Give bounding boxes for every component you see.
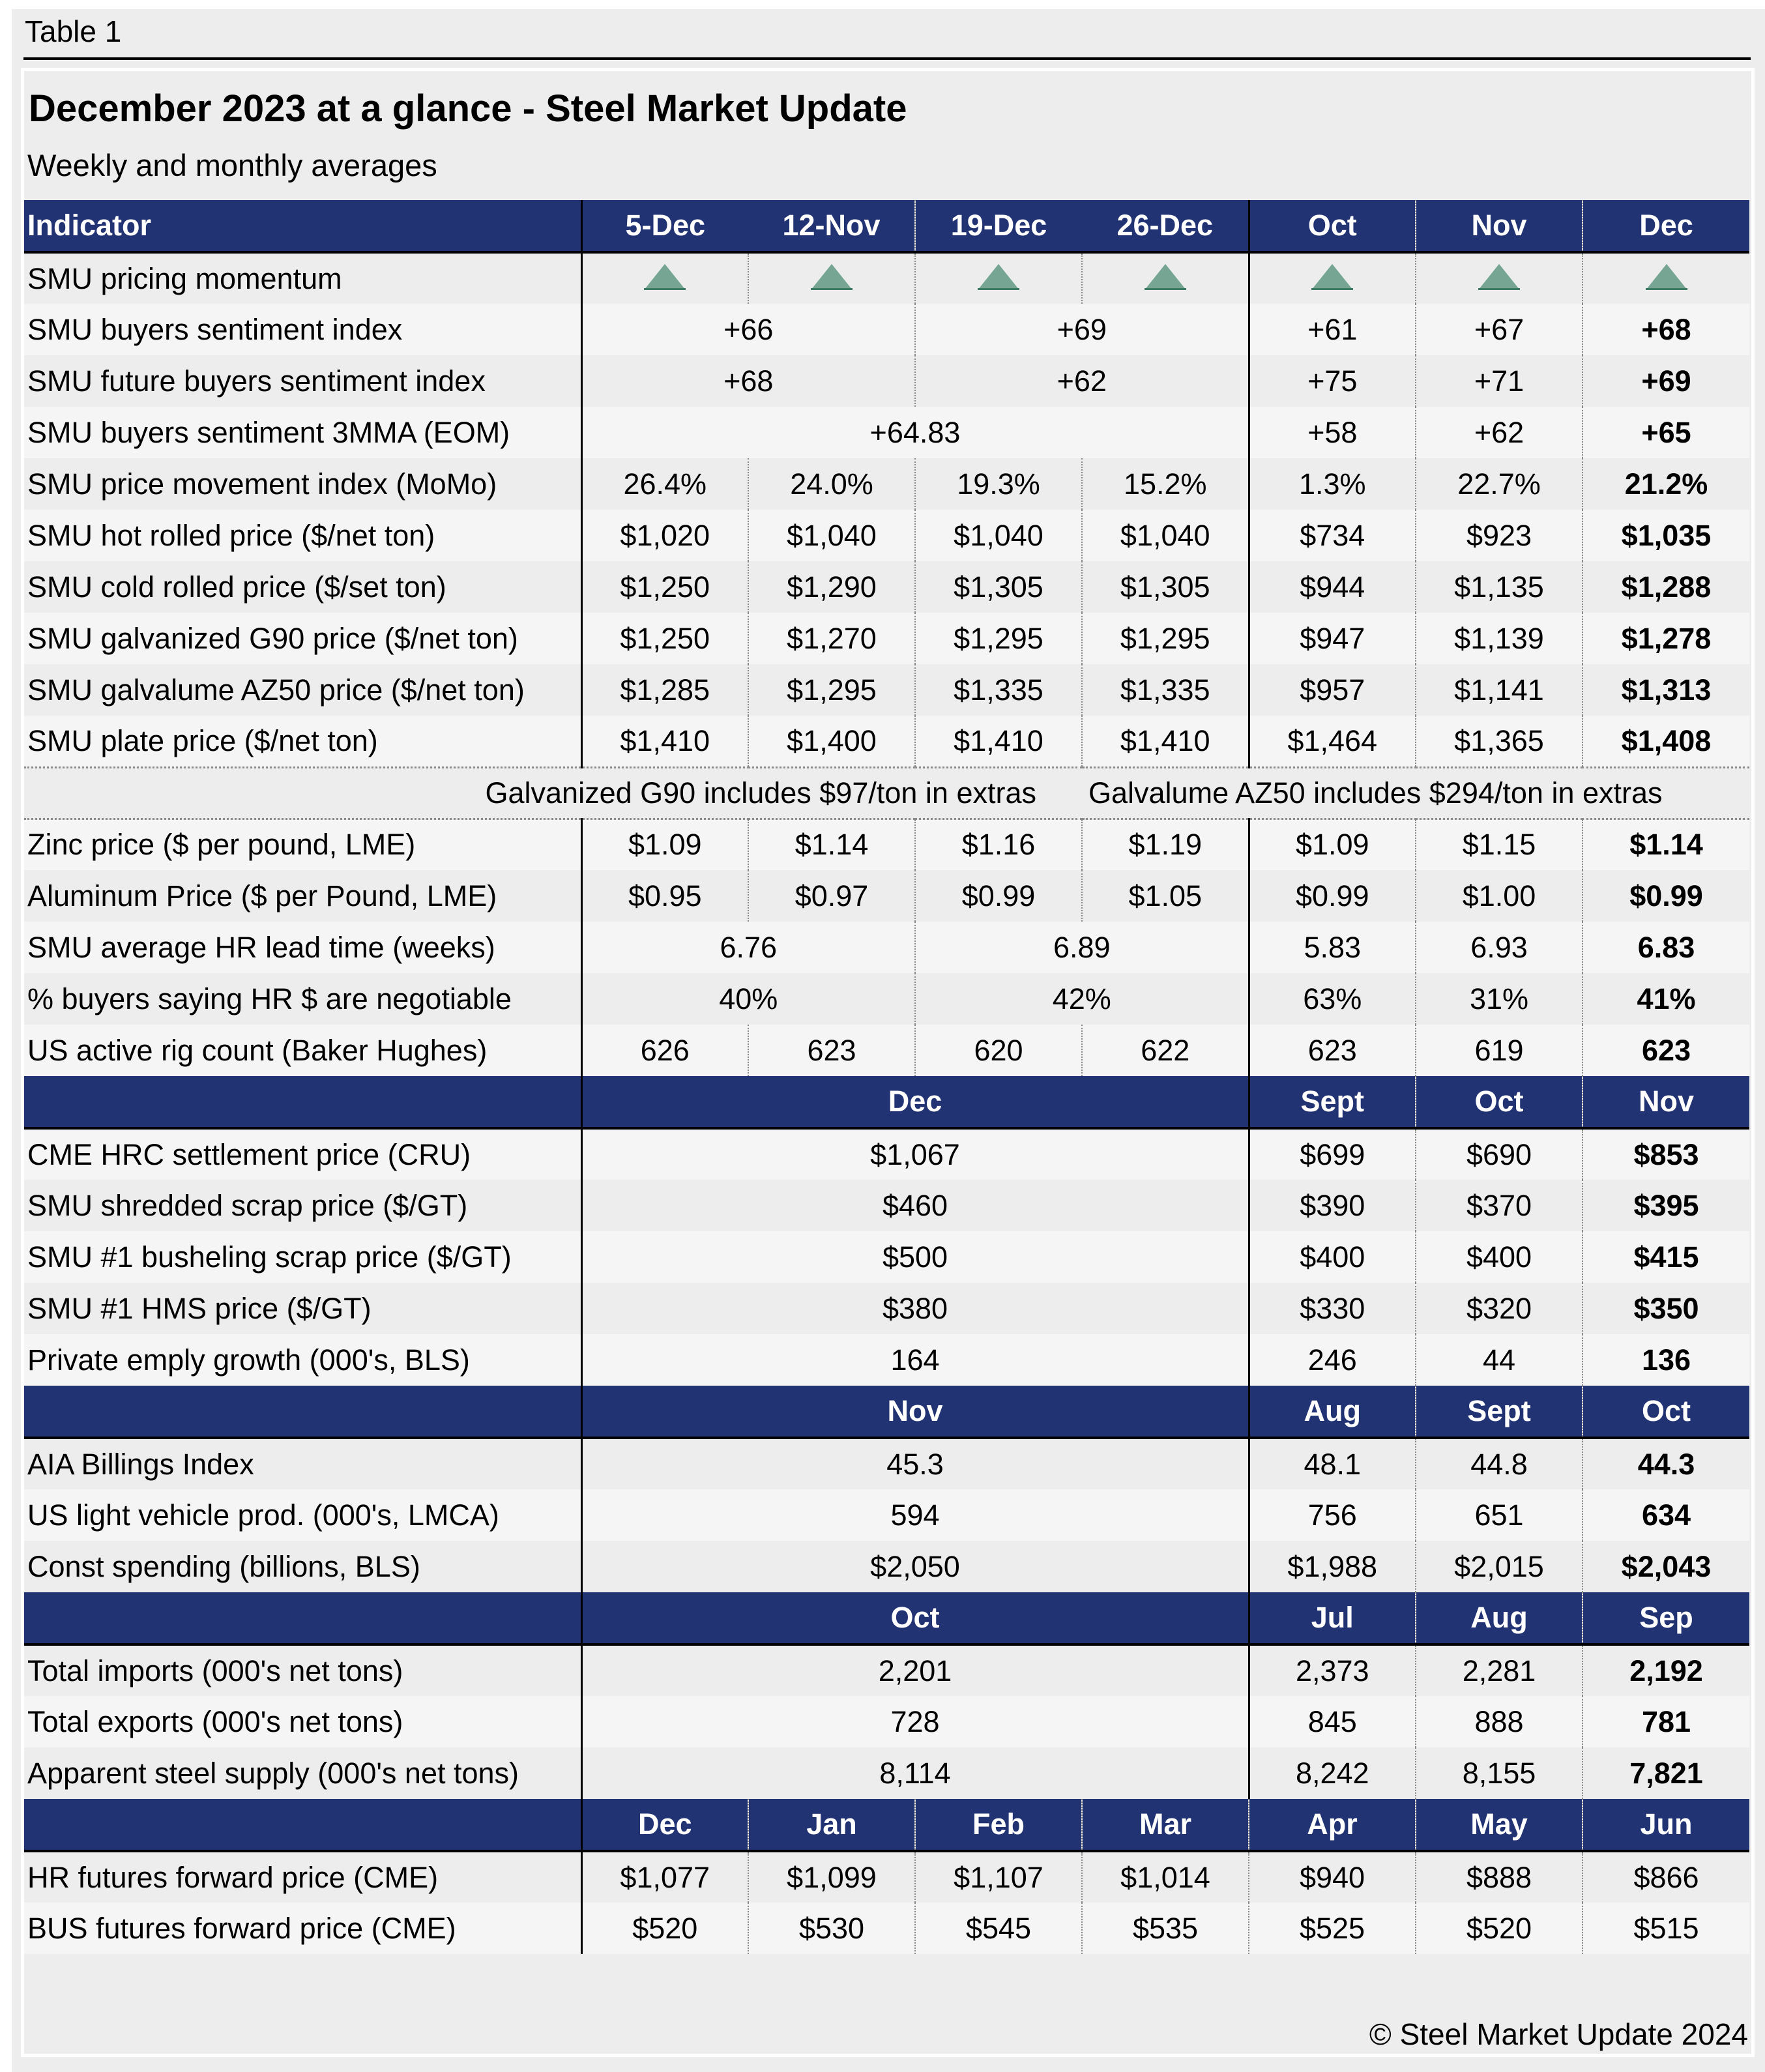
cell: 1.3%: [1249, 458, 1416, 510]
cell: $1,305: [1082, 561, 1249, 613]
cell: 620: [915, 1025, 1082, 1076]
cell: $1,408: [1583, 716, 1749, 767]
cell: +61: [1249, 304, 1416, 355]
cell: 5.83: [1249, 922, 1416, 973]
cell: 48.1: [1249, 1438, 1416, 1489]
cell: $1.09: [1249, 819, 1416, 870]
table-row: [24, 973, 1749, 1025]
cell: 634: [1583, 1489, 1749, 1541]
cell: $1,410: [581, 716, 748, 767]
column-header: Mar: [1082, 1799, 1249, 1851]
up-triangle-icon: [1311, 264, 1353, 290]
cell: $1,410: [915, 716, 1082, 767]
cell: $1,141: [1416, 664, 1583, 716]
futures-header-row: [24, 1799, 1749, 1851]
cell: $1,107: [915, 1851, 1082, 1903]
row-label: Const spending (billions, BLS): [24, 1541, 581, 1592]
cell: 63%: [1249, 973, 1416, 1025]
cell: 44.3: [1583, 1438, 1749, 1489]
cell: 2,192: [1583, 1644, 1749, 1696]
column-header: Sept: [1416, 1386, 1583, 1438]
page-title: December 2023 at a glance - Steel Market Update: [29, 87, 907, 130]
cell: 623: [1583, 1025, 1749, 1076]
row-label: Apparent steel supply (000's net tons): [24, 1747, 581, 1799]
table-row: [24, 1903, 1749, 1954]
table-row: [24, 1644, 1749, 1696]
momentum-cell: [1082, 252, 1249, 304]
column-header: Aug: [1249, 1386, 1416, 1438]
row-label: SMU price movement index (MoMo): [24, 458, 581, 510]
cell: $1,313: [1583, 664, 1749, 716]
section-2: [24, 1076, 1749, 1386]
cell: $1.15: [1416, 819, 1583, 870]
cell: $1,988: [1249, 1541, 1416, 1592]
column-header: 5-Dec: [581, 200, 748, 252]
table-row: [24, 355, 1749, 407]
row-label: AIA Billings Index: [24, 1438, 581, 1489]
table-row: [24, 252, 1749, 304]
cell: $1,040: [1082, 510, 1249, 561]
cell: $690: [1416, 1128, 1583, 1180]
cell: $1,040: [915, 510, 1082, 561]
up-triangle-icon: [978, 264, 1019, 290]
column-header: Sep: [1583, 1592, 1749, 1644]
cell: 756: [1249, 1489, 1416, 1541]
cell: 15.2%: [1082, 458, 1249, 510]
cell: 7,821: [1583, 1747, 1749, 1799]
cell: 41%: [1583, 973, 1749, 1025]
table-row: [24, 304, 1749, 355]
cell: +69: [915, 304, 1249, 355]
cell: +67: [1416, 304, 1583, 355]
cell: 2,281: [1416, 1644, 1583, 1696]
cell: $1,335: [915, 664, 1082, 716]
cell: $0.99: [1249, 870, 1416, 922]
row-label: BUS futures forward price (CME): [24, 1903, 581, 1954]
table-row: [24, 1696, 1749, 1747]
page-subtitle: Weekly and monthly averages: [27, 148, 437, 182]
row-label: HR futures forward price (CME): [24, 1851, 581, 1903]
column-header: Oct: [1249, 200, 1416, 252]
section-4: [24, 1592, 1749, 1799]
cell: 2,201: [581, 1644, 1249, 1696]
up-triangle-icon: [1478, 264, 1520, 290]
table-row: [24, 664, 1749, 716]
row-label: SMU plate price ($/net ton): [24, 716, 581, 767]
up-triangle-icon: [1145, 264, 1186, 290]
column-header: Jan: [748, 1799, 915, 1851]
cell: $2,050: [581, 1541, 1249, 1592]
row-label: Private emply growth (000's, BLS): [24, 1334, 581, 1386]
cell: $0.99: [1583, 870, 1749, 922]
cell: $957: [1249, 664, 1416, 716]
row-label: SMU shredded scrap price ($/GT): [24, 1180, 581, 1231]
cell: 619: [1416, 1025, 1583, 1076]
cell: 2,373: [1249, 1644, 1416, 1696]
table-row: [24, 716, 1749, 767]
table-row: [24, 561, 1749, 613]
futures-rows: [24, 1851, 1749, 1954]
cell: $520: [581, 1903, 748, 1954]
row-label: SMU galvalume AZ50 price ($/net ton): [24, 664, 581, 716]
column-header: Oct: [581, 1592, 1249, 1644]
momentum-cell: [1416, 252, 1583, 304]
cell: $1.16: [915, 819, 1082, 870]
cell: $1,305: [915, 561, 1082, 613]
cell: $947: [1249, 613, 1416, 664]
cell: $1,020: [581, 510, 748, 561]
cell: 6.89: [915, 922, 1249, 973]
cell: +75: [1249, 355, 1416, 407]
row-label: Zinc price ($ per pound, LME): [24, 819, 581, 870]
table-row: [24, 819, 1749, 870]
cell: $866: [1583, 1851, 1749, 1903]
momentum-cell: [915, 252, 1082, 304]
column-header: Aug: [1416, 1592, 1583, 1644]
momentum-cell: [748, 252, 915, 304]
cell: 6.76: [581, 922, 915, 973]
cell: $1,014: [1082, 1851, 1249, 1903]
cell: 136: [1583, 1334, 1749, 1386]
momentum-cell: [1249, 252, 1416, 304]
table-row: [24, 1180, 1749, 1231]
cell: $530: [748, 1903, 915, 1954]
caption-divider: [23, 57, 1751, 60]
galvalume-extras-note: Galvalume AZ50 includes $294/ton in extras: [1082, 767, 1749, 819]
cell: $1.00: [1416, 870, 1583, 922]
table-row: [24, 1438, 1749, 1489]
cell: $460: [581, 1180, 1249, 1231]
cell: $1,278: [1583, 613, 1749, 664]
table-row: [24, 1128, 1749, 1180]
cell: $923: [1416, 510, 1583, 561]
cell: +58: [1249, 407, 1416, 458]
cell: $940: [1249, 1851, 1416, 1903]
cell: +64.83: [581, 407, 1249, 458]
row-label: CME HRC settlement price (CRU): [24, 1128, 581, 1180]
cell: $370: [1416, 1180, 1583, 1231]
cell: $1,250: [581, 613, 748, 664]
column-header: Dec: [581, 1799, 748, 1851]
cell: 622: [1082, 1025, 1249, 1076]
column-header: Oct: [1583, 1386, 1749, 1438]
table-header-row: [24, 200, 1749, 252]
cell: 22.7%: [1416, 458, 1583, 510]
table-row: [24, 1334, 1749, 1386]
cell: $1.09: [581, 819, 748, 870]
cell: $525: [1249, 1903, 1416, 1954]
cell: 8,155: [1416, 1747, 1583, 1799]
column-header: Nov: [1583, 1076, 1749, 1128]
cell: $699: [1249, 1128, 1416, 1180]
cell: +71: [1416, 355, 1583, 407]
cell: $1,335: [1082, 664, 1249, 716]
cell: $1,270: [748, 613, 915, 664]
momentum-cell: [581, 252, 748, 304]
cell: $1,288: [1583, 561, 1749, 613]
cell: 8,114: [581, 1747, 1249, 1799]
cell: +69: [1583, 355, 1749, 407]
cell: +66: [581, 304, 915, 355]
cell: $330: [1249, 1283, 1416, 1334]
header-blank: [24, 1592, 581, 1644]
cell: $400: [1249, 1231, 1416, 1283]
row-label: SMU pricing momentum: [24, 252, 581, 304]
column-header: Dec: [1583, 200, 1749, 252]
cell: $395: [1583, 1180, 1749, 1231]
column-header: Sept: [1249, 1076, 1416, 1128]
cell: $1,464: [1249, 716, 1416, 767]
cell: 246: [1249, 1334, 1416, 1386]
header-blank: [24, 1799, 581, 1851]
row-label: SMU #1 HMS price ($/GT): [24, 1283, 581, 1334]
cell: $320: [1416, 1283, 1583, 1334]
column-header: 19-Dec: [915, 200, 1082, 252]
metal-rows: [24, 819, 1749, 922]
momentum-cell: [1583, 252, 1749, 304]
cell: 42%: [915, 973, 1249, 1025]
cell: 888: [1416, 1696, 1583, 1747]
column-header: Feb: [915, 1799, 1082, 1851]
cell: $1,067: [581, 1128, 1249, 1180]
cell: $1,250: [581, 561, 748, 613]
cell: $1,035: [1583, 510, 1749, 561]
cell: +68: [581, 355, 915, 407]
table-row: [24, 1025, 1749, 1076]
cell: 31%: [1416, 973, 1583, 1025]
cell: $0.99: [915, 870, 1082, 922]
cell: $1.05: [1082, 870, 1249, 922]
cell: $1,400: [748, 716, 915, 767]
copyright-notice: © Steel Market Update 2024: [1369, 2017, 1748, 2051]
cell: 626: [581, 1025, 748, 1076]
table-row: [24, 458, 1749, 510]
cell: $2,043: [1583, 1541, 1749, 1592]
cell: $1,077: [581, 1851, 748, 1903]
cell: $1,135: [1416, 561, 1583, 613]
cell: $1,295: [748, 664, 915, 716]
cell: $853: [1583, 1128, 1749, 1180]
cell: $2,015: [1416, 1541, 1583, 1592]
extras-note-row: [24, 767, 1749, 819]
cell: 623: [748, 1025, 915, 1076]
cell: 21.2%: [1583, 458, 1749, 510]
up-triangle-icon: [1646, 264, 1687, 290]
row-label: US active rig count (Baker Hughes): [24, 1025, 581, 1076]
table-row: [24, 870, 1749, 922]
table-row: [24, 1541, 1749, 1592]
cell: 44: [1416, 1334, 1583, 1386]
section-header-row: [24, 1386, 1749, 1438]
cell: $1,410: [1082, 716, 1249, 767]
up-triangle-icon: [811, 264, 853, 290]
table-row: [24, 510, 1749, 561]
cell: $1,139: [1416, 613, 1583, 664]
cell: $515: [1583, 1903, 1749, 1954]
cell: 6.93: [1416, 922, 1583, 973]
cell: 6.83: [1583, 922, 1749, 973]
cell: $500: [581, 1231, 1249, 1283]
section-header-row: [24, 1076, 1749, 1128]
price-rows: [24, 458, 1749, 767]
cell: $415: [1583, 1231, 1749, 1283]
cell: $1,365: [1416, 716, 1583, 767]
cell: 44.8: [1416, 1438, 1583, 1489]
cell: 45.3: [581, 1438, 1249, 1489]
cell: +62: [1416, 407, 1583, 458]
table-row: [24, 922, 1749, 973]
cell: $1,040: [748, 510, 915, 561]
row-label: SMU average HR lead time (weeks): [24, 922, 581, 973]
cell: 594: [581, 1489, 1249, 1541]
cell: 164: [581, 1334, 1249, 1386]
cell: $535: [1082, 1903, 1249, 1954]
column-header: Nov: [1416, 200, 1583, 252]
cell: $0.97: [748, 870, 915, 922]
cell: $734: [1249, 510, 1416, 561]
table-row: [24, 613, 1749, 664]
cell: $545: [915, 1903, 1082, 1954]
column-header: 26-Dec: [1082, 200, 1249, 252]
cell: $350: [1583, 1283, 1749, 1334]
table-caption: Table 1: [25, 14, 122, 48]
cell: +68: [1583, 304, 1749, 355]
up-triangle-icon: [644, 264, 686, 290]
column-header: Nov: [581, 1386, 1249, 1438]
column-header: 12-Nov: [748, 200, 915, 252]
cell: $944: [1249, 561, 1416, 613]
cell: 24.0%: [748, 458, 915, 510]
header-blank: [24, 1076, 581, 1128]
cell: +65: [1583, 407, 1749, 458]
cell: $1.19: [1082, 819, 1249, 870]
cell: $400: [1416, 1231, 1583, 1283]
cell: 781: [1583, 1696, 1749, 1747]
column-header: Apr: [1249, 1799, 1416, 1851]
row-label: SMU cold rolled price ($/set ton): [24, 561, 581, 613]
cell: 8,242: [1249, 1747, 1416, 1799]
row-label: Aluminum Price ($ per Pound, LME): [24, 870, 581, 922]
section-3: [24, 1386, 1749, 1592]
table-row: [24, 1231, 1749, 1283]
cell: $1,290: [748, 561, 915, 613]
row-label: Total imports (000's net tons): [24, 1644, 581, 1696]
column-header: May: [1416, 1799, 1583, 1851]
column-header: Jun: [1583, 1799, 1749, 1851]
cell: 651: [1416, 1489, 1583, 1541]
column-header: Dec: [581, 1076, 1249, 1128]
row-label: US light vehicle prod. (000's, LMCA): [24, 1489, 581, 1541]
cell: 728: [581, 1696, 1249, 1747]
row-label: SMU hot rolled price ($/net ton): [24, 510, 581, 561]
cell: $1.14: [1583, 819, 1749, 870]
cell: $1,295: [915, 613, 1082, 664]
cell: 19.3%: [915, 458, 1082, 510]
galvanized-extras-note: Galvanized G90 includes $97/ton in extras: [24, 767, 1082, 819]
cell: $1,295: [1082, 613, 1249, 664]
cell: $380: [581, 1283, 1249, 1334]
cell: $1,285: [581, 664, 748, 716]
cell: 40%: [581, 973, 915, 1025]
cell: $1,099: [748, 1851, 915, 1903]
column-header-indicator: Indicator: [24, 200, 581, 252]
cell: $520: [1416, 1903, 1583, 1954]
row-label: SMU future buyers sentiment index: [24, 355, 581, 407]
cell: $888: [1416, 1851, 1583, 1903]
cell: +62: [915, 355, 1249, 407]
header-blank: [24, 1386, 581, 1438]
cell: 623: [1249, 1025, 1416, 1076]
row-label: % buyers saying HR $ are negotiable: [24, 973, 581, 1025]
table-row: [24, 1283, 1749, 1334]
cell: 845: [1249, 1696, 1416, 1747]
row-label: SMU buyers sentiment index: [24, 304, 581, 355]
table-row: [24, 1747, 1749, 1799]
row-label: SMU galvanized G90 price ($/net ton): [24, 613, 581, 664]
steel-market-table: [24, 200, 1749, 1954]
row-label: SMU #1 busheling scrap price ($/GT): [24, 1231, 581, 1283]
table-row: [24, 1851, 1749, 1903]
table-row: [24, 407, 1749, 458]
cell: $390: [1249, 1180, 1416, 1231]
row-label: SMU buyers sentiment 3MMA (EOM): [24, 407, 581, 458]
cell: $1.14: [748, 819, 915, 870]
section-header-row: [24, 1592, 1749, 1644]
column-header: Jul: [1249, 1592, 1416, 1644]
cell: 26.4%: [581, 458, 748, 510]
table-row: [24, 1489, 1749, 1541]
cell: $0.95: [581, 870, 748, 922]
column-header: Oct: [1416, 1076, 1583, 1128]
row-label: Total exports (000's net tons): [24, 1696, 581, 1747]
